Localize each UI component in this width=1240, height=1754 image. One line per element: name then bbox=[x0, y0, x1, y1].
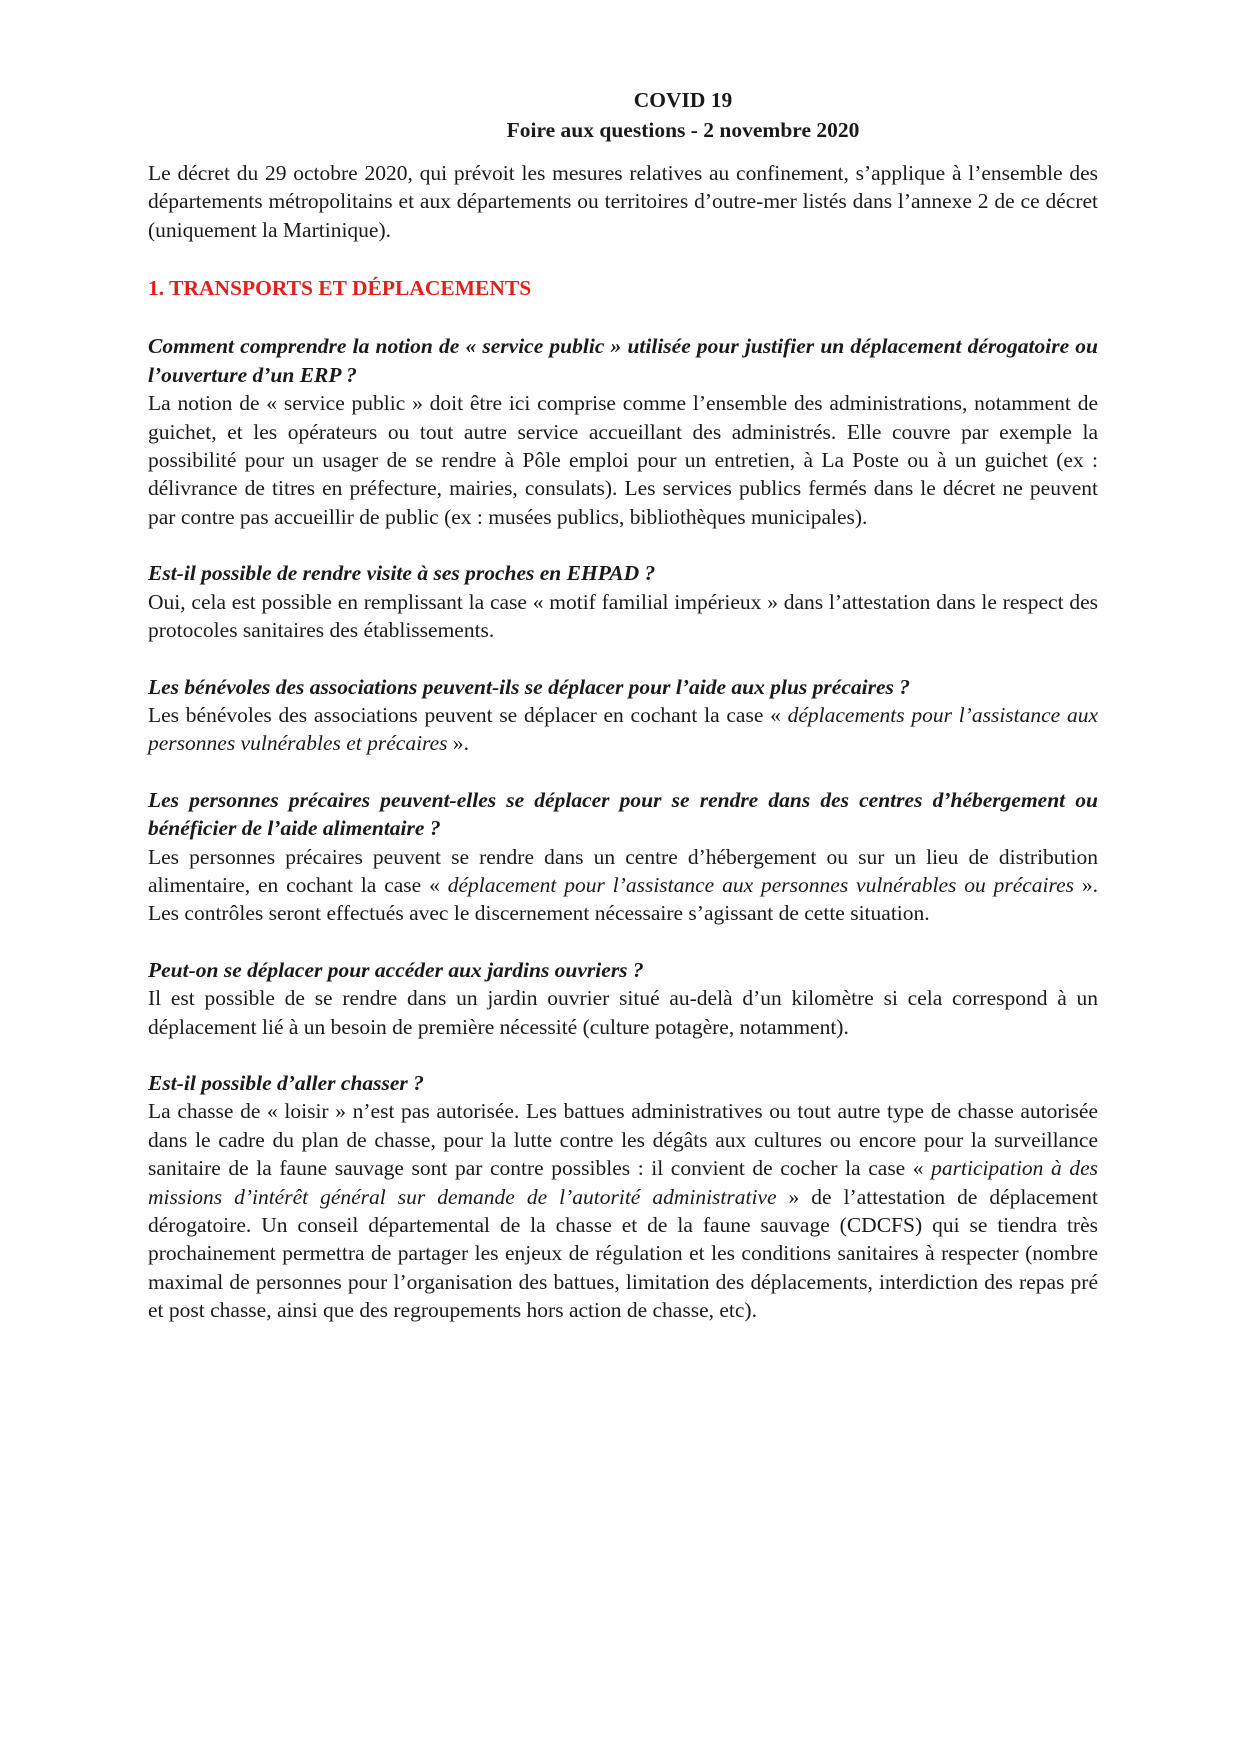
faq-item-benevoles bbox=[148, 673, 1098, 758]
answer-checkbox-label: participation à des missions d’intérêt général sur demande de l’autorité administrative bbox=[148, 1156, 1098, 1209]
answer-text: Les bénévoles des associations peuvent se déplacer en cochant la case « bbox=[148, 702, 788, 727]
faq-answer: Il est possible de se rendre dans un jardin ouvrier situé au-delà d’un kilomètre si cela correspond à un déplacement lié à un besoin de première nécessité (culture potagère, notamment). bbox=[148, 986, 1098, 1039]
answer-text: ». bbox=[447, 731, 470, 756]
faq-question: Est-il possible d’aller chasser ? bbox=[148, 1070, 424, 1095]
answer-checkbox-label: déplacement pour l’assistance aux personnes vulnérables ou précaires bbox=[447, 872, 1075, 897]
faq-question: Les bénévoles des associations peuvent-ils se déplacer pour l’aide aux plus précaires ? bbox=[148, 674, 910, 699]
faq-answer bbox=[148, 843, 1098, 928]
answer-text: Les personnes précaires peuvent se rendre dans un centre d’hébergement ou sur un lieu de distribution alimentaire, en cochant la case « bbox=[148, 844, 1098, 897]
faq-answer bbox=[148, 1097, 1098, 1324]
faq-answer: Oui, cela est possible en remplissant la case « motif familial impérieux » dans l’attestation dans le respect des protocoles sanitaires des établissements. bbox=[148, 589, 1098, 643]
intro-paragraph: Le décret du 29 octobre 2020, qui prévoit les mesures relatives au confinement, s’applique à l’ensemble des départements métropolitains et aux départements ou territoires d’outre-mer listés dans l’annexe 2 de ce décret (uniquement la Martinique). bbox=[148, 160, 1098, 242]
faq-item-jardins-ouvriers bbox=[148, 956, 1098, 1041]
faq-answer: La notion de « service public » doit être ici comprise comme l’ensemble des administrations, notamment de guichet, et les opérateurs ou tout autre service accueillant des administrés. Elle couvre par exemple la possibilité pour un usager de se rendre à Pôle emploi pour un entretien, à La Poste ou à un guichet (ex : délivrance de titres en préfecture, mairies, consulats). Les services publics fermés dans le décret ne peuvent par contre pas accueillir de public (ex : musées publics, bibliothèques municipales). bbox=[148, 391, 1098, 529]
document-title: COVID 19 bbox=[633, 88, 733, 112]
faq-item-ehpad bbox=[148, 559, 1098, 644]
answer-text: ». Les contrôles seront effectués avec le discernement nécessaire s’agissant de cette situation. bbox=[148, 872, 1099, 926]
faq-item-chasse bbox=[148, 1069, 1098, 1325]
document-subtitle: Foire aux questions - 2 novembre 2020 bbox=[506, 118, 860, 143]
document-page bbox=[148, 86, 1098, 1353]
faq-answer bbox=[148, 701, 1098, 758]
faq-item-service-public bbox=[148, 332, 1098, 531]
faq-question: Comment comprendre la notion de « service public » utilisée pour justifier un déplacement dérogatoire ou l’ouverture d’un ERP ? bbox=[148, 334, 1098, 387]
answer-text: La chasse de « loisir » n’est pas autorisée. Les battues administratives ou tout autre type de chasse autorisée dans le cadre du plan de chasse, pour la lutte contre les dégâts aux cultures ou encore pour la surveillance sanitaire de la faune sauvage sont par contre possibles : il convient de cocher la case « bbox=[148, 1099, 1098, 1181]
section-heading-transports: 1. TRANSPORTS ET DÉPLACEMENTS bbox=[148, 276, 532, 301]
faq-question: Est-il possible de rendre visite à ses proches en EHPAD ? bbox=[148, 561, 656, 586]
faq-question: Peut-on se déplacer pour accéder aux jardins ouvriers ? bbox=[148, 957, 644, 982]
answer-checkbox-label: déplacements pour l’assistance aux personnes vulnérables et précaires bbox=[148, 702, 1099, 756]
answer-text: » de l’attestation de déplacement dérogatoire. Un conseil départemental de la chasse et de la faune sauvage (CDCFS) qui se tiendra très prochainement permettra de partager les enjeux de régulation et les conditions sanitaires à respecter (nombre maximal de personnes pour l’organisation des battues, limitation des déplacements, interdiction des repas pré et post chasse, ainsi que des regroupements hors action de chasse, etc). bbox=[148, 1184, 1098, 1323]
faq-question: Les personnes précaires peuvent-elles se déplacer pour se rendre dans des centres d’hébergement ou bénéficier de l’aide alimentaire ? bbox=[148, 787, 1098, 841]
faq-item-personnes-precaires bbox=[148, 786, 1098, 928]
